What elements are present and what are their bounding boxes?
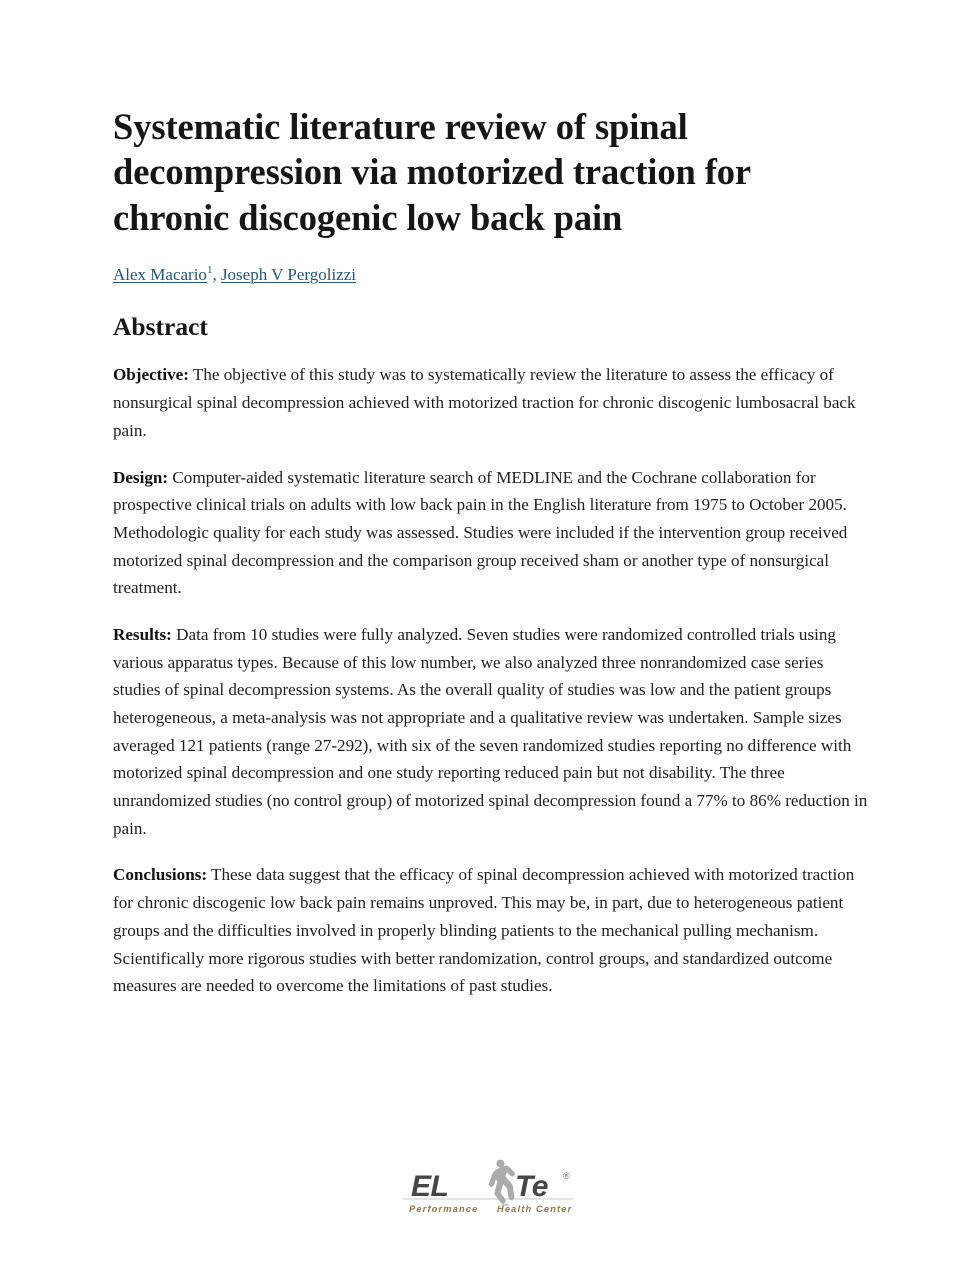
svg-text:EL: EL [411, 1170, 449, 1203]
footer-branding [0, 1148, 980, 1228]
svg-text:Health Center: Health Center [497, 1204, 573, 1214]
svg-text:®: ® [563, 1171, 570, 1181]
abstract-heading: Abstract [113, 311, 208, 341]
logo-wordmark-left [411, 1170, 448, 1203]
abstract-text-objective: The objective of this study was to systematically review the literature to assess the efficacy of nonsurgical spinal decompression achieved with motorized traction for chronic discogenic lumbosacral back pain. [113, 365, 856, 440]
elite-logo-svg [397, 1157, 583, 1219]
abstract-section-design [113, 464, 870, 602]
logo-wordmark-right [515, 1170, 570, 1203]
abstract-body [113, 361, 873, 999]
abstract-text-conclusions: These data suggest that the efficacy of spinal decompression achieved with motorized traction for chronic discogenic low back pain remains unproved. This may be, in part, due to heterogeneous patient groups and the difficulties involved in properly blinding patients to the mechanical pulling mechanism. Scientifically more rigorous studies with better randomization, control groups, and standardized outcome measures are needed to overcome the limitations of past studies. [113, 865, 855, 996]
page-title: Systematic literature review of spinal decompression via motorized traction for chronic discogenic low back pain [113, 106, 751, 238]
author-separator: , [212, 264, 221, 284]
author-name-1: Alex Macario [113, 264, 207, 284]
elite-logo [397, 1157, 583, 1219]
abstract-text-design: Computer-aided systematic literature search of MEDLINE and the Cochrane collaboration for prospective clinical trials on adults with low back pain in the English literature from 1975 to October 2005. Methodologic quality for each study was assessed. Studies were included if the intervention group received motorized spinal decompression and the comparison group received sham or another type of nonsurgical treatment. [113, 467, 848, 598]
abstract-label-objective: Objective: [113, 365, 189, 385]
article-content [113, 104, 873, 1000]
author-link-1[interactable]: Alex Macario1 [113, 264, 213, 284]
svg-text:Te: Te [515, 1170, 548, 1203]
author-link-2[interactable]: Joseph V Pergolizzi [220, 264, 356, 284]
abstract-section-conclusions [113, 861, 870, 999]
abstract-section-results [113, 621, 870, 843]
abstract-label-design: Design: [113, 467, 169, 487]
abstract-text-results: Data from 10 studies were fully analyzed. Seven studies were randomized controlled trials using various apparatus types. Because of this low number, we also analyzed three nonrandomized case series studies of spinal decompression systems. As the overall quality of studies was low and the patient groups heterogeneous, a meta-analysis was not appropriate and a qualitative review was undertaken. Sample sizes averaged 121 patients (range 27-292), with six of the seven randomized studies reporting no difference with motorized spinal decompression and one study reporting reduced pain but not disability. The three unrandomized studies (no control group) of motorized spinal decompression found a 77% to 86% reduction in pain. [113, 624, 868, 838]
abstract-label-results: Results: [113, 624, 172, 644]
svg-text:Performance: Performance [409, 1204, 479, 1214]
abstract-label-conclusions: Conclusions: [113, 865, 208, 885]
abstract-section-objective [113, 361, 870, 444]
logo-tagline [409, 1204, 573, 1214]
author-list [113, 264, 873, 286]
